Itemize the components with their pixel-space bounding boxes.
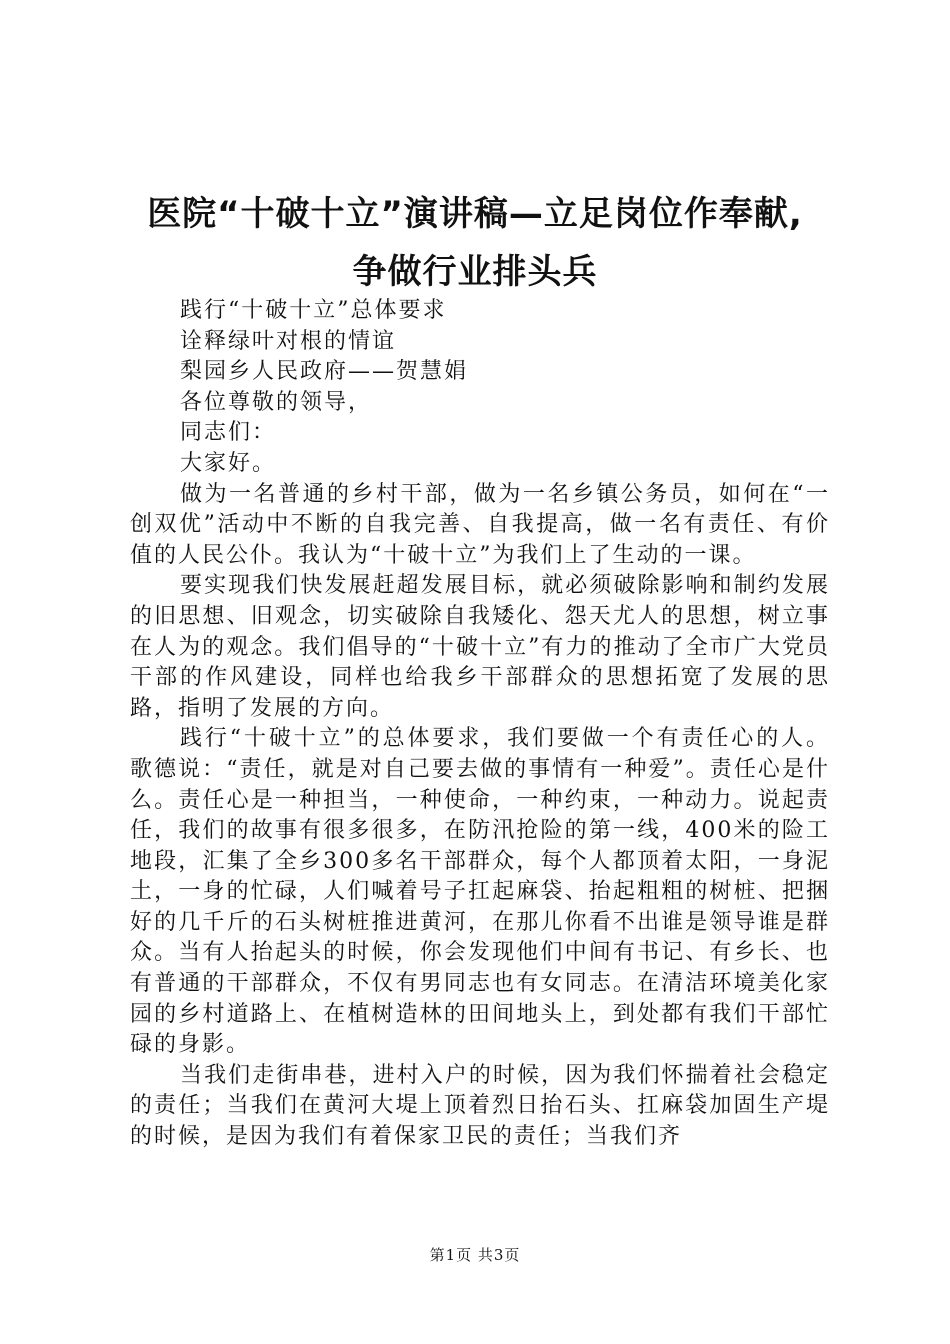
subtitle-line: 践行“十破十立”总体要求: [180, 298, 447, 323]
body-paragraph: 要实现我们快发展赶超发展目标，就必须破除影响和制约发展的旧思想、旧观念，切实破除自我矮化、怨天尤人的思想，树立事在人为的观念。我们倡导的“十破十立”有力的推动了全市广大党员干部的作风建设，同样也给我乡干部群众的思想拓宽了发展的思路，指明了发展的方向。: [130, 573, 830, 721]
body-paragraph: 做为一名普通的乡村干部，做为一名乡镇公务员，如何在“一创双优”活动中不断的自我完善、自我提高，做一名有责任、有价值的人民公仆。我认为“十破十立”为我们上了生动的一课。: [130, 481, 830, 568]
body-paragraph: 当我们走街串巷，进村入户的时候，因为我们怀揣着社会稳定的责任；当我们在黄河大堤上顶着烈日抬石头、扛麻袋加固生产堤的时候，是因为我们有着保家卫民的责任；当我们齐: [130, 1062, 830, 1150]
body-paragraph: 践行“十破十立”的总体要求，我们要做一个有责任心的人。歌德说：“责任，就是对自己要去做的事情有一种爱”。责任心是什么。责任心是一种担当，一种使命，一种约束，一种动力。说起责任，我们的故事有很多很多，在防汛抢险的第一线，400米的险工地段，汇集了全乡300多名干部群众，每个人都顶着太阳，一身泥土，一身的忙碌，人们喊着号子扛起麻袋、抬起粗粗的树桩、把捆好的几千斤的石头树桩推进黄河，在那儿你看不出谁是领导谁是群众。当有人抬起头的时候，你会发现他们中间有书记、有乡长、也有普通的干部群众，不仅有男同志也有女同志。在清洁环境美化家园的乡村道路上、在植树造林的田间地头上，到处都有我们干部忙碌的身影。: [130, 726, 830, 1058]
page-number-footer: 第1页 共3页: [429, 1246, 521, 1264]
author-line: 梨园乡人民政府——贺慧娟: [180, 359, 469, 385]
document-body: [130, 296, 830, 1153]
greeting-line: 同志们：: [180, 420, 277, 446]
document-title-line-2: 争做行业排头兵: [352, 252, 598, 292]
greeting-line: 各位尊敬的领导，: [180, 389, 373, 415]
greeting-line: 大家好。: [180, 450, 277, 476]
subtitle-line: 诠释绿叶对根的情谊: [180, 328, 397, 354]
document-title-line-1: 医院“十破十立”演讲稿—立足岗位作奉献,: [147, 194, 803, 234]
